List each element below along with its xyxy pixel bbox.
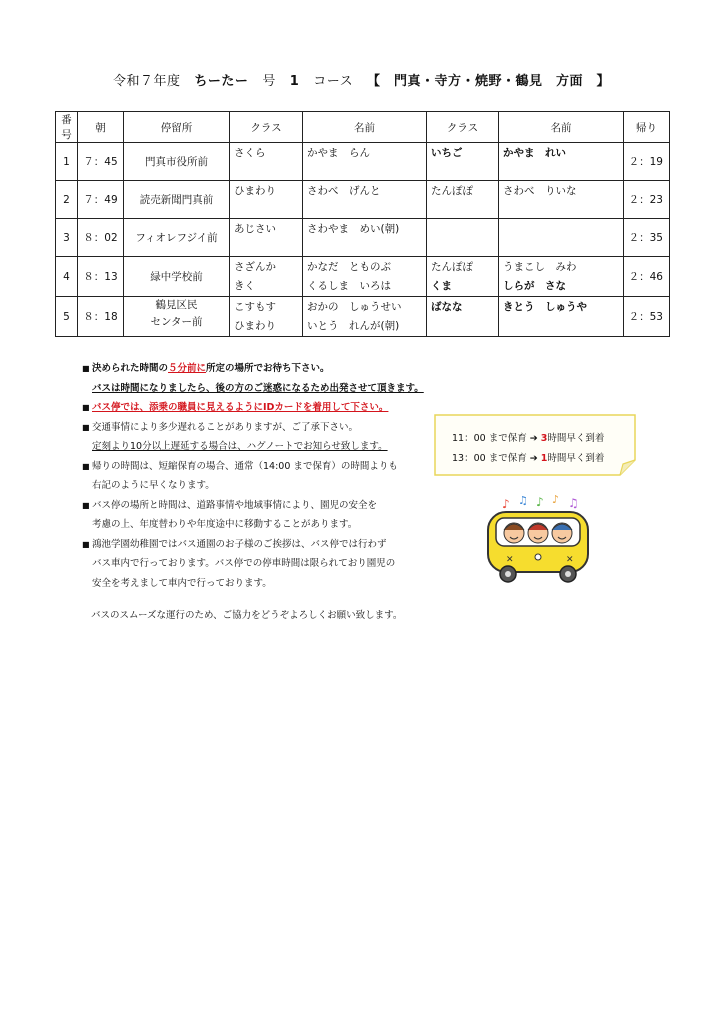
name-cell: おかの しゅうせい いとう れんが(朝) xyxy=(303,297,427,337)
note-continuation: バス車内で行っております。バス停での停車時間は限られており園児の xyxy=(92,558,396,569)
bus-schedule-table xyxy=(55,111,670,337)
bus-stop: 読売新聞門真前 xyxy=(124,181,230,219)
morning-time: ７：49 xyxy=(78,181,124,219)
table-row xyxy=(56,257,670,297)
class-cell-2: たんぽぽ xyxy=(427,181,499,219)
return-time: ２：35 xyxy=(624,219,670,257)
name-cell-2: うまこし みわ しらが さな xyxy=(499,257,624,297)
row-number: 1 xyxy=(56,143,78,181)
class-cell: こすもす ひまわり xyxy=(230,297,303,337)
square-bullet-icon: ■ xyxy=(82,403,90,412)
svg-text:✕: ✕ xyxy=(566,555,574,565)
note-item: ■ バス停では、添乗の職員に見えるようにIDカードを着用して下さい。 xyxy=(82,398,442,418)
return-time: ２：19 xyxy=(624,143,670,181)
row-number: 3 xyxy=(56,219,78,257)
class-cell: ひまわり xyxy=(230,181,303,219)
morning-time: ８：18 xyxy=(78,297,124,337)
title-prefix: 令和７年度 xyxy=(113,74,181,89)
header-morning: 朝 xyxy=(78,112,124,143)
header-name-1: 名前 xyxy=(303,112,427,143)
name-cell-2 xyxy=(499,219,624,257)
note-continuation: バスは時間になりましたら、後の方のご迷惑になるため出発させて頂きます。 xyxy=(92,382,424,394)
note-item: ■ バス停の場所と時間は、道路事情や地域事情により、園児の安全を xyxy=(82,496,442,516)
svg-text:♪: ♪ xyxy=(552,494,560,506)
music-note-icon xyxy=(502,494,579,511)
square-bullet-icon: ■ xyxy=(82,422,90,432)
title-course-number: 1 xyxy=(289,74,300,89)
name-cell: さわべ げんと xyxy=(303,181,427,219)
morning-time: ７：45 xyxy=(78,143,124,181)
header-return: 帰り xyxy=(624,112,670,143)
header-stop: 停留所 xyxy=(124,112,230,143)
title-go-label: 号 xyxy=(262,74,276,89)
note-item: ■ 決められた時間の５分前に所定の場所でお待ち下さい。 xyxy=(82,359,442,379)
title-area: 【 門真・寺方・焼野・鶴見 方面 】 xyxy=(366,74,610,89)
class-cell: さざんか きく xyxy=(230,257,303,297)
return-time: ２：46 xyxy=(624,257,670,297)
row-number: 5 xyxy=(56,297,78,337)
square-bullet-icon: ■ xyxy=(82,500,90,510)
header-name-2: 名前 xyxy=(499,112,624,143)
page-title xyxy=(0,70,723,89)
class-cell-2 xyxy=(427,219,499,257)
note-continuation: 定刻より10分以上遅延する場合は、ハグノートでお知らせ致します。 xyxy=(92,441,388,452)
five-minutes-highlight: ５分前に xyxy=(168,363,207,374)
note-item: ■ 帰りの時間は、短縮保育の場合、通常（14:00 まで保育）の時間よりも xyxy=(82,457,442,477)
title-course-label: コース xyxy=(313,74,354,89)
header-number: 番号 xyxy=(56,112,78,143)
table-row xyxy=(56,143,670,181)
return-time: ２：53 xyxy=(624,297,670,337)
note-continuation: 安全を考えまして車内で行っております。 xyxy=(92,577,272,589)
note-continuation: 右記のように早くなります。 xyxy=(92,480,215,491)
square-bullet-icon: ■ xyxy=(82,539,90,549)
early-arrival-callout xyxy=(434,414,636,476)
svg-text:✕: ✕ xyxy=(506,555,514,565)
svg-text:♪: ♪ xyxy=(536,495,544,509)
arrow-right-icon: ➔ xyxy=(529,453,538,464)
callout-row-1300: 13：00 まで保育 ➔ 1時間早く到着 xyxy=(452,453,605,464)
bus-stop: フィオレフジイ前 xyxy=(124,219,230,257)
school-bus-illustration xyxy=(484,494,592,584)
table-header-row xyxy=(56,112,670,143)
closing-message: バスのスムーズな運行のため、ご協力をどうぞよろしくお願い致します。 xyxy=(91,610,403,621)
name-cell: かなだ とものぶ くるしま いろは xyxy=(303,257,427,297)
note-continuation: 考慮の上、年度替わりや年度途中に移動することがあります。 xyxy=(92,519,358,530)
morning-time: ８：13 xyxy=(78,257,124,297)
return-time: ２：23 xyxy=(624,181,670,219)
name-cell: さわやま めい(朝) xyxy=(303,219,427,257)
square-bullet-icon: ■ xyxy=(82,364,90,373)
arrow-right-icon: ➔ xyxy=(529,433,538,444)
square-bullet-icon: ■ xyxy=(82,461,90,471)
svg-text:♫: ♫ xyxy=(568,496,579,510)
callout-frame xyxy=(434,414,636,476)
class-cell-2: いちご xyxy=(427,143,499,181)
callout-row-1100: 11：00 まで保育 ➔ 3時間早く到着 xyxy=(452,433,605,444)
title-bus-name: ちーたー xyxy=(194,74,249,89)
name-cell: かやま らん xyxy=(303,143,427,181)
class-cell: さくら xyxy=(230,143,303,181)
svg-text:♫: ♫ xyxy=(518,494,528,507)
class-cell-2: ばなな xyxy=(427,297,499,337)
class-cell-2: たんぽぽ くま xyxy=(427,257,499,297)
bus-stop: 緑中学校前 xyxy=(124,257,230,297)
bus-stop: 鶴見区民 センター前 xyxy=(124,297,230,337)
header-class-1: クラス xyxy=(230,112,303,143)
bus-stop: 門真市役所前 xyxy=(124,143,230,181)
header-class-2: クラス xyxy=(427,112,499,143)
table-row xyxy=(56,181,670,219)
name-cell-2: さわべ りいな xyxy=(499,181,624,219)
morning-time: ８：02 xyxy=(78,219,124,257)
note-item: ■ 鴻池学園幼稚園ではバス通園のお子様のご挨拶は、バス停では行わず xyxy=(82,535,442,555)
row-number: 4 xyxy=(56,257,78,297)
name-cell-2: きとう しゅうや xyxy=(499,297,624,337)
note-item: ■ 交通事情により多少遅れることがありますが、ご了承下さい。 xyxy=(82,418,442,438)
table-row xyxy=(56,219,670,257)
table-row xyxy=(56,297,670,337)
class-cell: あじさい xyxy=(230,219,303,257)
notes-section xyxy=(82,359,442,593)
name-cell-2: かやま れい xyxy=(499,143,624,181)
row-number: 2 xyxy=(56,181,78,219)
svg-text:♪: ♪ xyxy=(502,497,510,511)
